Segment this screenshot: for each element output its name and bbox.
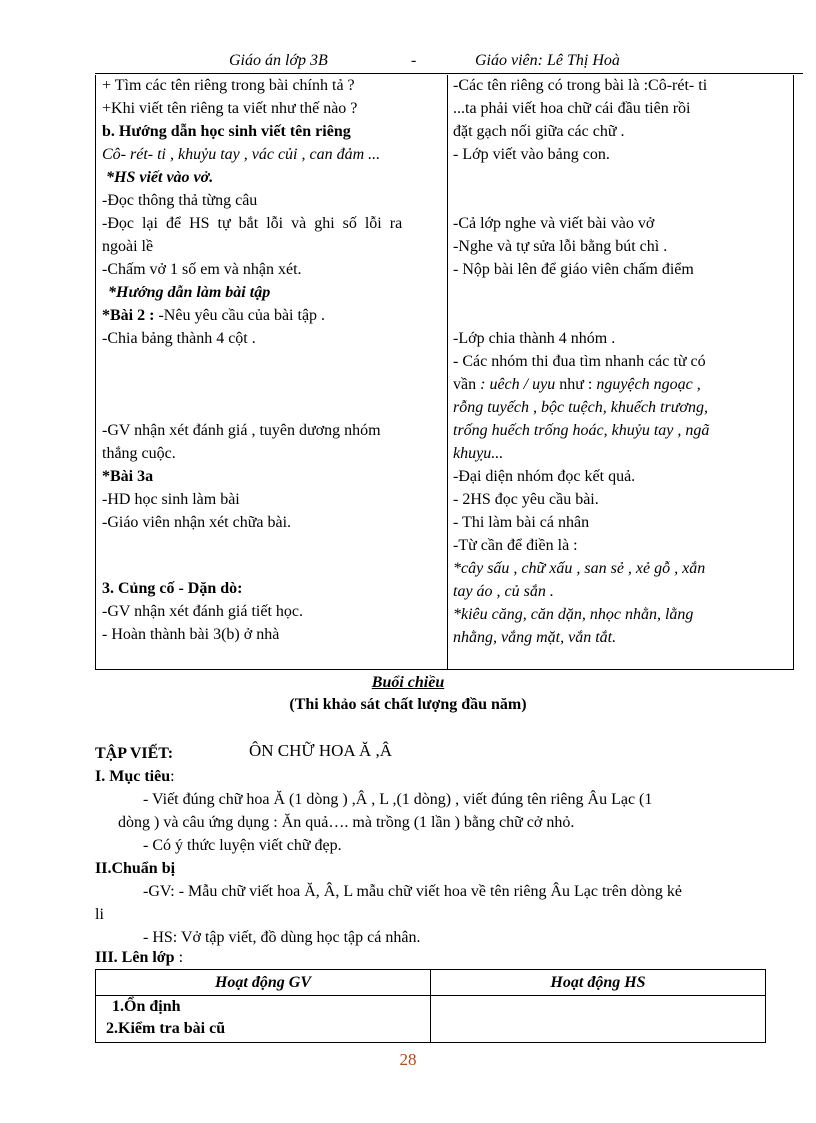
right-line-1: -Các tên riêng có trong bài là :Cô-rét- ti <box>453 77 708 94</box>
right-line-19: tay áo , củ sắn . <box>453 583 554 600</box>
activity-table <box>95 75 794 670</box>
lesson-topic: ÔN CHỮ HOA Ă ,Â <box>249 741 393 760</box>
right-line-14: -Đại diện nhóm đọc kết quả. <box>453 468 636 485</box>
objectives-line-2: dòng ) và câu ứng dụng : Ăn quả…. mà trồng (1 lần ) bằng chữ cở nhỏ. <box>118 814 575 831</box>
header-left: Giáo án lớp 3B <box>229 52 328 69</box>
right-line-10-a: vần <box>453 376 477 393</box>
objectives-line-1: - Viết đúng chữ hoa Ă (1 dòng ) ,Â , L ,(1 dòng) , viết đúng tên riêng Âu Lạc (1 <box>143 791 653 808</box>
left-heading-3: 3. Củng cố - Dặn dò: <box>102 580 243 597</box>
page-header <box>0 52 816 74</box>
left-line-words: Cô- rét- ti , khuỷu tay , vác củi , can đảm ... <box>102 146 381 163</box>
right-line-7: - Nộp bài lên để giáo viên chấm điểm <box>453 261 694 278</box>
header-dash: - <box>411 52 417 69</box>
section-objectives-title: I. Mục tiêu <box>95 768 171 785</box>
section-lesson-colon: : <box>178 949 184 966</box>
page-number: 28 <box>399 1050 417 1069</box>
left-line-14: thắng cuộc. <box>102 445 176 462</box>
col-header-teacher: Hoạt động GV <box>214 974 311 991</box>
header-right: Giáo viên: Lê Thị Hoà <box>475 52 620 69</box>
right-line-18: *cây sấu , chữ xấu , san sẻ , xẻ gỗ , xắn <box>453 560 706 577</box>
right-line-8: -Lớp chia thành 4 nhóm . <box>453 330 616 347</box>
left-line-8: ngoài lề <box>102 238 154 255</box>
right-line-13: khuỵu... <box>453 445 504 462</box>
right-line-9: - Các nhóm thi đua tìm nhanh các từ có <box>453 353 706 370</box>
afternoon-subtitle: (Thi khảo sát chất lượng đầu năm) <box>289 696 527 713</box>
lesson-subject: TẬP VIẾT: <box>95 745 174 762</box>
left-line-17: -Giáo viên nhận xét chữa bài. <box>102 514 292 531</box>
left-heading-bai3a: *Bài 3a <box>102 468 154 485</box>
right-line-15: - 2HS đọc yêu cầu bài. <box>453 491 599 508</box>
left-line-6: -Đọc thông thả từng câu <box>102 192 258 209</box>
objectives-line-3: - Có ý thức luyện viết chữ đẹp. <box>143 837 342 854</box>
row-review: 2.Kiểm tra bài cũ <box>106 1020 226 1037</box>
left-line-19: -GV nhận xét đánh giá tiết học. <box>102 603 303 620</box>
right-line-16: - Thi làm bài cá nhân <box>453 514 590 531</box>
left-line-13: -GV nhận xét đánh giá , tuyên dương nhóm <box>102 422 381 439</box>
row-stabilize: 1.Ổn định <box>112 998 181 1015</box>
header-rule <box>95 73 803 74</box>
right-line-10 <box>453 374 701 396</box>
preparation-line-1: -GV: - Mẫu chữ viết hoa Ă, Â, L mẫu chữ viết hoa về tên riêng Âu Lạc trên dòng kẻ <box>143 883 682 900</box>
left-line-20: - Hoàn thành bài 3(b) ở nhà <box>102 626 280 643</box>
left-heading-hs: *HS viết vào vở. <box>106 169 214 186</box>
left-line-2: +Khi viết tên riêng ta viết như thế nào ? <box>102 100 358 117</box>
right-line-4: - Lớp viết vào bảng con. <box>453 146 610 163</box>
left-line-7: -Đọc lại để HS tự bắt lỗi và ghi số lỗi ra <box>102 215 403 232</box>
column-divider <box>447 75 448 669</box>
right-line-3: đặt gạch nối giữa các chữ . <box>453 123 625 140</box>
afternoon-title: Buổi chiều <box>371 674 445 691</box>
left-heading-b: b. Hướng dẫn học sinh viết tên riêng <box>102 123 351 140</box>
section-objectives-colon: : <box>170 768 175 785</box>
right-line-10-b: : uêch / uyu <box>480 376 556 393</box>
left-line-1: + Tìm các tên riêng trong bài chính tả ? <box>102 77 355 94</box>
left-line-9: -Chấm vở 1 số em và nhận xét. <box>102 261 302 278</box>
right-line-21: nhằng, vắng mặt, vắn tắt. <box>453 629 617 646</box>
right-line-17: -Từ cần để điền là : <box>453 537 578 554</box>
left-line-12: -Chia bảng thành 4 cột . <box>102 330 256 347</box>
preparation-line-3: - HS: Vở tập viết, đồ dùng học tập cá nhân. <box>143 929 421 946</box>
section-preparation: II.Chuẩn bị <box>95 860 176 877</box>
right-line-20: *kiêu căng, căn dặn, nhọc nhằn, lằng <box>453 606 694 623</box>
left-heading-exercises: *Hướng dẫn làm bài tập <box>108 284 271 301</box>
left-line-16: -HD học sinh làm bài <box>102 491 240 508</box>
right-line-6: -Nghe và tự sửa lỗi bằng bút chì . <box>453 238 668 255</box>
section-lesson-title: III. Lên lớp <box>95 949 175 966</box>
col-header-student: Hoạt động HS <box>550 974 646 991</box>
preparation-line-2: li <box>95 906 104 923</box>
right-line-11: rỗng tuyếch , bộc tuệch, khuếch trương, <box>453 399 708 416</box>
right-line-2: ...ta phải viết hoa chữ cái đầu tiên rồi <box>453 100 691 117</box>
activity-table-2 <box>95 969 766 1043</box>
section-objectives <box>95 766 175 788</box>
left-line-bai2: *Bài 2 : -Nêu yêu cầu của bài tập . <box>102 307 326 324</box>
right-line-10-c: như : <box>559 376 593 393</box>
right-line-5: -Cả lớp nghe và viết bài vào vở <box>453 215 655 232</box>
right-line-12: trống huếch trống hoác, khuỷu tay , ngã <box>453 422 710 439</box>
right-line-10-d: nguyệch ngoạc , <box>596 376 701 393</box>
section-lesson <box>95 947 183 969</box>
